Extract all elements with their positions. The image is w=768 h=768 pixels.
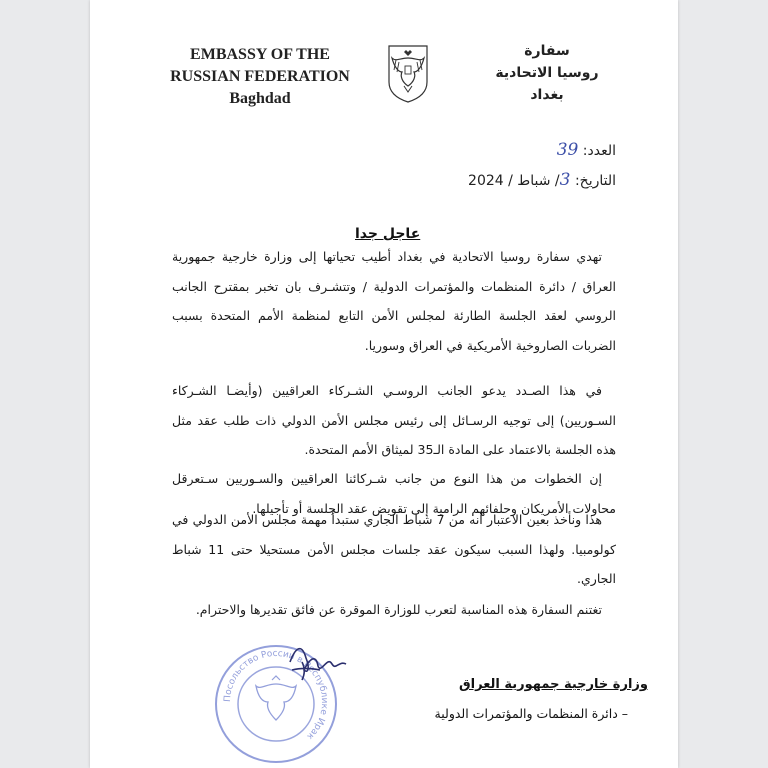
embassy-seal-stamp-icon [206,640,356,768]
embassy-ar-line-2: روسيا الاتحادية [495,65,599,81]
paragraph-4 [172,505,616,594]
reference-number-label: العدد: [582,143,616,159]
paragraph-5-text: تغتنم السفارة هذه المناسبة لتعرب للوزارة الموقرة عن فائق تقديرها والاحترام. [195,602,602,617]
addressee-department: – دائرة المنظمات والمؤتمرات الدولية [434,706,628,721]
reference-date-rest: شباط / 2024 [468,173,551,189]
paragraph-3-text: إن الخطوات من هذا النوع من جانب شـركائنا العراقيين والسـوريين سـتعرقل محاولات الأمريكان وحلفائهم الرامية إلى تقويض عقد الجلسة أو تأجيلها. [172,471,616,516]
paragraph-5 [172,595,616,625]
paragraph-2 [172,376,616,465]
subject-urgent: عاجل جدا [355,226,421,242]
reference-date-day: 3 [559,170,571,190]
reference-number [557,140,616,160]
paragraph-1-text: تهدي سفارة روسيا الاتحادية في بغداد أطيب تحياتها إلى وزارة خارجية جمهورية العراق / دائرة المنظمات والمؤتمرات الدولية / وتتشـرف بان تخبر بمقترح الجانب الروسي لعقد الجلسة الطارئة لمجلس الأمن التابع لمنظمة الأمم المتحدة بسبب الضربات الصاروخية الأمريكية في العراق وسوريا. [172,249,616,353]
stamp-ring-text: Посольство России в Республике Ирак [222,648,330,742]
paragraph-1 [172,242,616,360]
reference-date-label: التاريخ: [574,173,616,189]
paragraph-4-text: هذا ونأخذ بعين الاعتبار أنه من 7 شباط الجاري ستبدأ مهمة مجلس الأمن الدولي في كولومبيا. ولهذا السبب سيكون عقد جلسات مجلس الأمن مستحيلا حتى 11 شباط الجاري. [172,512,616,586]
embassy-name-line-2: RUSSIAN FEDERATION [170,68,350,85]
addressee-ministry: وزارة خارجية جمهورية العراق [459,677,648,692]
embassy-city: Baghdad [229,90,291,107]
reference-number-value: 39 [556,140,579,160]
embassy-ar-line-3: بغداد [530,87,564,103]
embassy-name-arabic [492,40,602,106]
russian-coat-of-arms-icon [386,42,430,104]
embassy-name-line-1: EMBASSY OF THE [190,46,330,63]
embassy-name-english [160,44,360,110]
paragraph-2-text: في هذا الصـدد يدعو الجانب الروسـي الشـركاء العراقيين (وأيضـا الشـركاء السـوريين) إلى توجيه الرسـائل إلى رئيس مجلس الأمن الدولي ذات طلب عقد مثل هذه الجلسة بالاعتماد على المادة الـ35 لميثاق الأمم المتحدة. [172,383,616,457]
reference-date: التاريخ: 3/ شباط / 2024 [468,170,616,190]
embassy-ar-line-1: سفارة [524,43,570,59]
